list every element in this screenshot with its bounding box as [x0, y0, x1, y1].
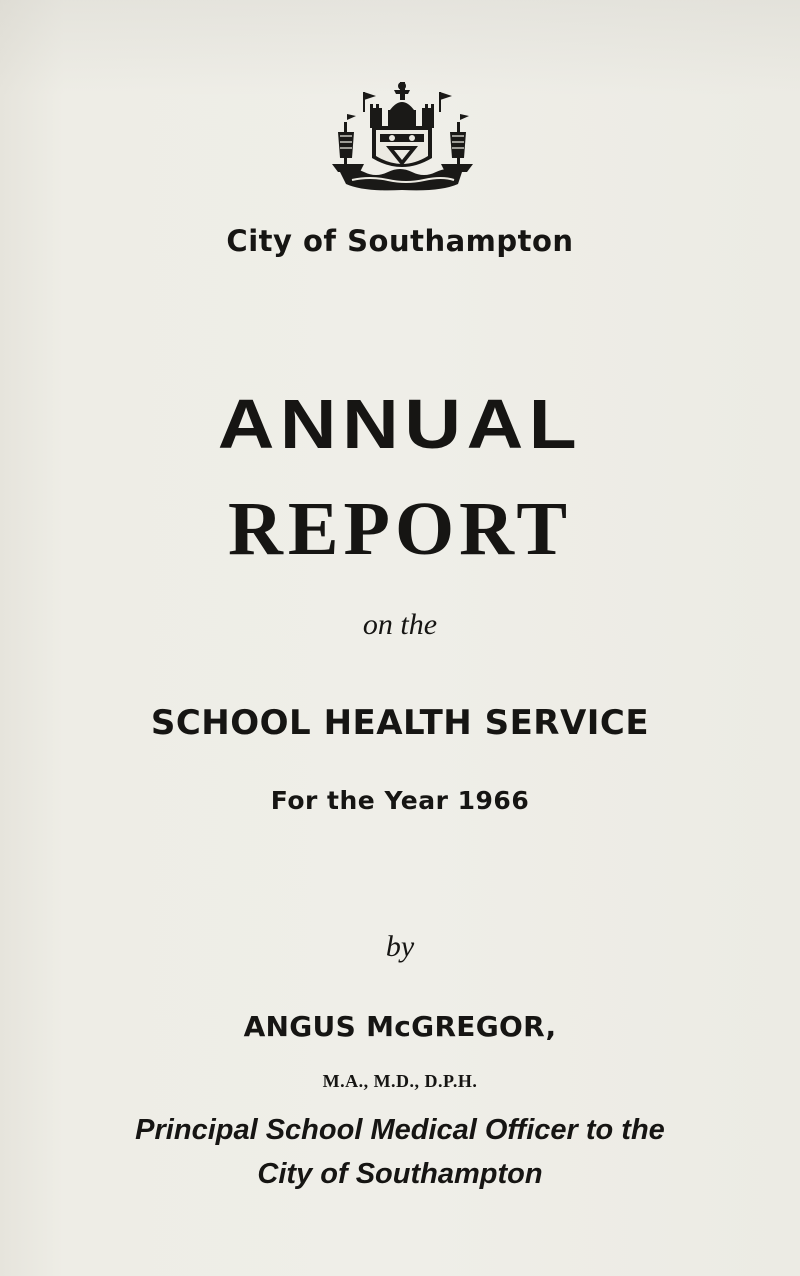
connector-by: by	[385, 930, 415, 963]
title-annual: ANNUAL	[217, 385, 583, 463]
author-role-line-2: City of Southampton	[257, 1158, 543, 1190]
city-coat-of-arms-icon	[330, 80, 475, 192]
report-year: For the Year 1966	[270, 786, 530, 815]
connector-on-the: on the	[362, 608, 438, 641]
title-report: REPORT	[227, 487, 573, 571]
report-subject: SCHOOL HEALTH SERVICE	[150, 703, 650, 743]
author-role-line-1: Principal School Medical Officer to the	[135, 1114, 665, 1146]
author-degrees: M.A., M.D., D.P.H.	[322, 1071, 478, 1091]
author-name: ANGUS McGREGOR,	[243, 1010, 557, 1043]
city-name: City of Southampton	[226, 224, 574, 258]
